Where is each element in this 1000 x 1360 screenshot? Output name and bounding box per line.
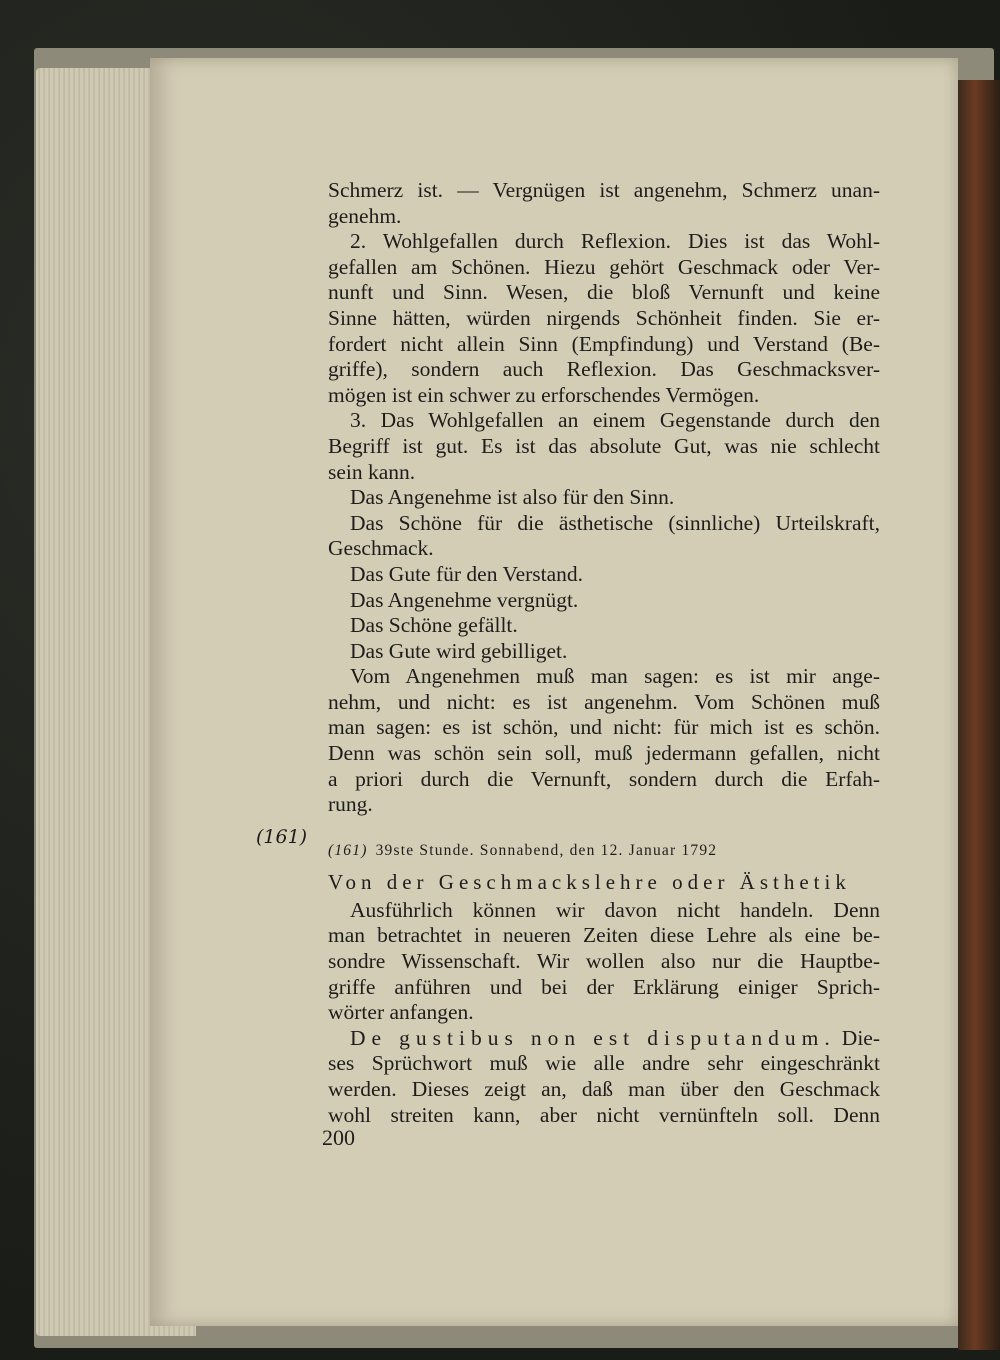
text-line (328, 1026, 880, 1052)
text-line: fordert nicht allein Sinn (Empfindung) und Verstand (Be- (328, 331, 880, 356)
margin-marker: (161) (256, 826, 308, 848)
text-line: griffe), sondern auch Reflexion. Das Geschmacksver- (328, 357, 880, 382)
text-line: nehm, und nicht: es ist angenehm. Vom Schönen muß (328, 689, 880, 714)
session-heading (328, 836, 880, 866)
text-line: man betrachtet in neueren Zeiten diese Lehre als eine be- (328, 923, 880, 948)
session-number: (161) (328, 841, 368, 859)
text-line: Das Angenehme vergnügt. (350, 587, 579, 612)
text-line: Begriff ist gut. Es ist das absolute Gut, was nie schlecht (328, 433, 880, 458)
text-line: Denn was schön sein soll, muß jedermann gefallen, nicht (328, 741, 880, 766)
text-line: man sagen: es ist schön, und nicht: für mich ist es schön. (328, 715, 880, 740)
text-line: wörter anfangen. (328, 1000, 474, 1025)
text-line: 3. Das Wohlgefallen an einem Gegenstande durch den (350, 408, 880, 433)
text-line: sein kann. (328, 459, 416, 484)
text-line: Das Gute für den Verstand. (350, 561, 584, 586)
page-text (328, 178, 880, 1128)
text-line: werden. Dieses zeigt an, daß man über den Geschmack (328, 1077, 880, 1101)
text-line: ses Sprüchwort muß wie alle andre sehr eingeschränkt (328, 1051, 880, 1076)
text-line: 2. Wohlgefallen durch Reflexion. Dies ist das Wohl- (350, 229, 880, 254)
text-line: Das Schöne gefällt. (350, 613, 518, 638)
text-line: Geschmack. (328, 536, 434, 561)
text-line: griffe anführen und bei der Erklärung einiger Sprich- (328, 974, 880, 999)
text-line: nunft und Sinn. Wesen, die bloß Vernunft und keine (328, 280, 880, 305)
text-line: gefallen am Schönen. Hiezu gehört Geschmack oder Ver- (328, 254, 880, 279)
text-line: Sinne hätten, würden nirgends Schönheit finden. Sie er- (328, 305, 880, 330)
text-line: genehm. (328, 203, 402, 228)
latin-phrase: De gustibus non est disputandum. (350, 1025, 836, 1050)
text-line: a priori durch die Vernunft, sondern durch die Erfah- (328, 766, 880, 791)
book-spine (958, 80, 1000, 1350)
text-line: Ausführlich können wir davon nicht handeln. Denn (350, 897, 880, 922)
page-number: 200 (322, 1125, 355, 1150)
section-title: Von der Geschmackslehre oder Ästhetik (328, 869, 851, 894)
text-line: rung. (328, 792, 373, 817)
text-line: Vom Angenehmen muß man sagen: es ist mir ange- (350, 664, 880, 689)
text-fragment: Die- (841, 1025, 880, 1050)
text-line: sondre Wissenschaft. Wir wollen also nur die Hauptbe- (328, 949, 880, 974)
text-line: Das Schöne für die ästhetische (sinnliche) Urteilskraft, (350, 510, 880, 535)
text-line: Schmerz ist. — Vergnügen ist angenehm, Schmerz unan- (328, 178, 880, 202)
text-line: wohl streiten kann, aber nicht vernünfteln soll. Denn (328, 1102, 880, 1127)
text-line: Das Angenehme ist also für den Sinn. (350, 485, 675, 510)
text-line: mögen ist ein schwer zu erforschendes Vermögen. (328, 382, 760, 407)
session-text: 39ste Stunde. Sonnabend, den 12. Januar 1792 (375, 841, 718, 859)
text-line: Das Gute wird gebilliget. (350, 638, 568, 663)
